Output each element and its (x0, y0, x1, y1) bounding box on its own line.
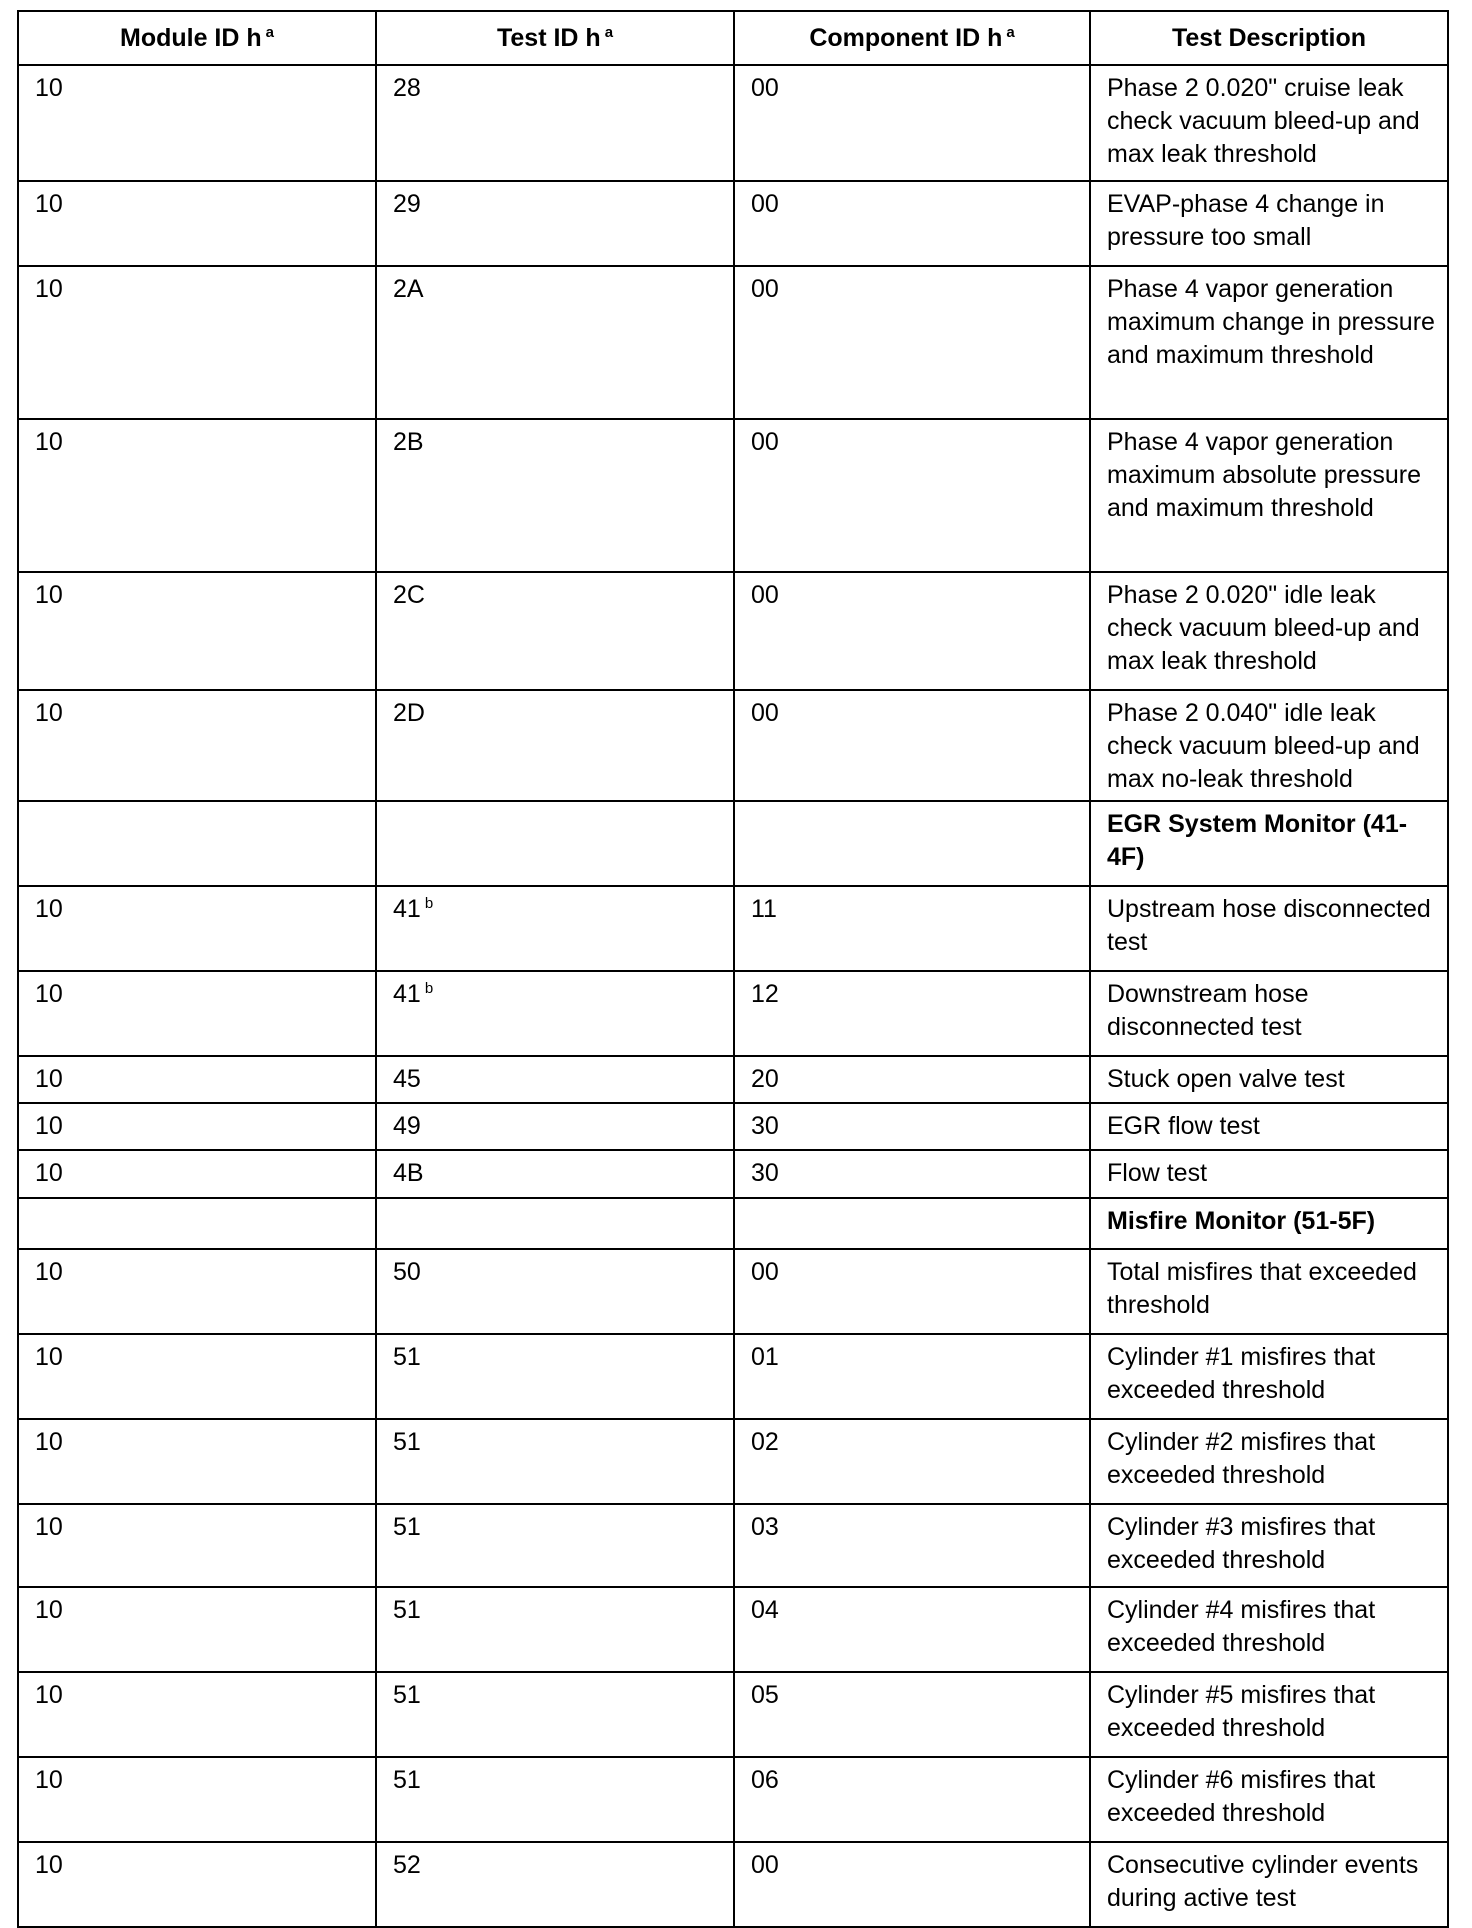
module-id-cell-text: 10 (35, 699, 63, 727)
component-id-cell-text: 04 (751, 1596, 779, 1624)
component-id-cell-text: 00 (751, 699, 779, 727)
table-row (18, 1504, 1448, 1587)
module-id-cell-text: 10 (35, 275, 63, 303)
test-description-cell-text: Phase 2 0.020" idle leak check vacuum bleed-up and max leak threshold (1107, 581, 1420, 675)
module-id-cell (18, 971, 376, 1056)
test-description-cell-text: Cylinder #1 misfires that exceeded threshold (1107, 1343, 1376, 1404)
component-id-cell (734, 971, 1090, 1056)
table-row (18, 886, 1448, 971)
table-row (18, 1672, 1448, 1757)
table-row (18, 1249, 1448, 1334)
header-test-description: Test Description (1090, 11, 1448, 65)
test-description-cell-text: Cylinder #3 misfires that exceeded threshold (1107, 1513, 1376, 1574)
section-row (18, 801, 1448, 886)
component-id-cell (734, 1842, 1090, 1927)
test-id-cell-text: 29 (393, 190, 421, 218)
module-id-cell (18, 1103, 376, 1150)
component-id-cell-text: 02 (751, 1428, 779, 1456)
component-id-cell-text: 05 (751, 1681, 779, 1709)
module-id-cell (18, 1587, 376, 1672)
section-title-cell-text: EGR System Monitor (41-4F) (1107, 810, 1408, 871)
table-row (18, 181, 1448, 266)
test-description-cell-text: Upstream hose disconnected test (1107, 895, 1431, 956)
test-description-cell-text: Stuck open valve test (1107, 1065, 1345, 1093)
module-id-cell-text: 10 (35, 1343, 63, 1371)
section-title-cell (1090, 801, 1448, 886)
test-id-cell-text: 51 (393, 1596, 421, 1624)
component-id-cell (734, 801, 1090, 886)
module-id-cell (18, 1672, 376, 1757)
table-row (18, 1587, 1448, 1672)
component-id-cell (734, 1334, 1090, 1419)
test-description-cell-text: Flow test (1107, 1159, 1208, 1187)
test-id-cell (376, 266, 734, 419)
test-id-cell (376, 1504, 734, 1587)
module-id-cell (18, 1419, 376, 1504)
test-id-cell (376, 971, 734, 1056)
test-description-cell-text: EVAP-phase 4 change in pressure too small (1107, 190, 1385, 251)
table-row (18, 1419, 1448, 1504)
component-id-cell (734, 1672, 1090, 1757)
header-test-id: Test ID h $^a$ (376, 11, 734, 65)
component-id-cell-text: 12 (751, 980, 779, 1008)
test-description-cell (1090, 690, 1448, 801)
test-description-cell (1090, 1757, 1448, 1842)
test-description-cell (1090, 1150, 1448, 1198)
test-id-cell (376, 801, 734, 886)
component-id-cell (734, 886, 1090, 971)
module-id-cell-text: 10 (35, 895, 63, 923)
test-id-cell-text: 52 (393, 1851, 421, 1879)
test-id-cell (376, 1103, 734, 1150)
component-id-cell (734, 1150, 1090, 1198)
module-id-cell-text: 10 (35, 1065, 63, 1093)
module-id-cell-text: 10 (35, 1513, 63, 1541)
test-id-cell (376, 1334, 734, 1419)
test-description-cell (1090, 1334, 1448, 1419)
module-id-cell-text: 10 (35, 1428, 63, 1456)
test-id-cell (376, 1419, 734, 1504)
module-id-cell (18, 1842, 376, 1927)
component-id-cell (734, 181, 1090, 266)
test-description-cell (1090, 1587, 1448, 1672)
component-id-cell-text: 00 (751, 581, 779, 609)
component-id-cell (734, 65, 1090, 181)
test-id-cell-text: 51 (393, 1343, 421, 1371)
module-id-cell-text: 10 (35, 74, 63, 102)
component-id-cell-text: 06 (751, 1766, 779, 1794)
module-id-cell-text: 10 (35, 1112, 63, 1140)
module-id-cell (18, 886, 376, 971)
test-description-cell-text: Consecutive cylinder events during active test (1107, 1851, 1419, 1912)
test-description-cell-text: Phase 2 0.040" idle leak check vacuum bleed-up and max no-leak threshold (1107, 699, 1420, 793)
module-id-cell (18, 1249, 376, 1334)
header-component-id: Component ID h $^a$ (734, 11, 1090, 65)
component-id-cell (734, 1504, 1090, 1587)
test-id-cell (376, 1198, 734, 1249)
table-row (18, 690, 1448, 801)
module-id-cell-text: 10 (35, 581, 63, 609)
section-row (18, 1198, 1448, 1249)
component-id-cell-text: 30 (751, 1159, 779, 1187)
component-id-cell (734, 690, 1090, 801)
table-row (18, 572, 1448, 690)
module-id-cell (18, 572, 376, 690)
module-id-cell (18, 1198, 376, 1249)
test-description-cell (1090, 1103, 1448, 1150)
test-id-cell-text: 51 (393, 1428, 421, 1456)
module-id-cell-text: 10 (35, 1596, 63, 1624)
test-id-cell-text: 41 (393, 895, 421, 923)
section-title-cell (1090, 1198, 1448, 1249)
test-description-cell-text: Total misfires that exceeded threshold (1107, 1258, 1417, 1319)
table-row (18, 1150, 1448, 1198)
module-id-cell (18, 65, 376, 181)
test-id-cell-text: 49 (393, 1112, 421, 1140)
table-header-row (18, 11, 1448, 65)
test-description-cell (1090, 181, 1448, 266)
test-id-cell-text: 51 (393, 1766, 421, 1794)
test-id-cell (376, 1056, 734, 1103)
component-id-cell (734, 1419, 1090, 1504)
test-id-cell (376, 1842, 734, 1927)
test-description-cell (1090, 1842, 1448, 1927)
component-id-cell (734, 1103, 1090, 1150)
header-module-id: Module ID h $^a$ (18, 11, 376, 65)
table-row (18, 1103, 1448, 1150)
component-id-cell (734, 1056, 1090, 1103)
test-description-cell (1090, 65, 1448, 181)
module-id-cell-text: 10 (35, 1681, 63, 1709)
test-id-cell (376, 419, 734, 572)
test-description-cell-text: Phase 2 0.020" cruise leak check vacuum bleed-up and max leak threshold (1107, 74, 1420, 168)
component-id-cell-text: 20 (751, 1065, 779, 1093)
module-id-cell (18, 266, 376, 419)
component-id-cell (734, 266, 1090, 419)
module-id-cell (18, 1150, 376, 1198)
test-id-cell (376, 572, 734, 690)
test-description-cell-text: Cylinder #4 misfires that exceeded threshold (1107, 1596, 1376, 1657)
test-description-cell-text: Cylinder #2 misfires that exceeded threshold (1107, 1428, 1376, 1489)
test-description-cell-text: Cylinder #6 misfires that exceeded threshold (1107, 1766, 1376, 1827)
module-id-cell (18, 181, 376, 266)
component-id-cell (734, 572, 1090, 690)
test-id-cell (376, 1672, 734, 1757)
component-id-cell-text: 00 (751, 275, 779, 303)
module-id-cell (18, 1056, 376, 1103)
component-id-cell-text: 03 (751, 1513, 779, 1541)
table-row (18, 1334, 1448, 1419)
test-id-cell (376, 690, 734, 801)
test-description-cell-text: Phase 4 vapor generation maximum absolute pressure and maximum threshold (1107, 428, 1422, 522)
test-description-cell (1090, 572, 1448, 690)
test-id-cell-text: 2B (393, 428, 424, 456)
table-row (18, 1056, 1448, 1103)
table-row (18, 419, 1448, 572)
footnote-marker: b (424, 980, 434, 997)
test-description-cell-text: Downstream hose disconnected test (1107, 980, 1309, 1041)
test-id-cell (376, 181, 734, 266)
module-id-cell (18, 1757, 376, 1842)
test-id-cell-text: 51 (393, 1513, 421, 1541)
table-row (18, 1842, 1448, 1927)
test-id-cell (376, 65, 734, 181)
test-description-cell (1090, 971, 1448, 1056)
table-body (18, 65, 1448, 1927)
test-description-cell (1090, 1249, 1448, 1334)
component-id-cell-text: 11 (751, 895, 777, 923)
component-id-cell-text: 01 (751, 1343, 779, 1371)
test-id-table (17, 10, 1449, 1928)
test-id-cell (376, 1249, 734, 1334)
component-id-cell (734, 1757, 1090, 1842)
table-row (18, 1757, 1448, 1842)
section-title-cell-text: Misfire Monitor (51-5F) (1107, 1207, 1376, 1235)
table-row (18, 971, 1448, 1056)
test-description-cell (1090, 886, 1448, 971)
component-id-cell (734, 1249, 1090, 1334)
module-id-cell-text: 10 (35, 1766, 63, 1794)
test-description-cell (1090, 1419, 1448, 1504)
test-id-cell (376, 1587, 734, 1672)
test-description-cell-text: Cylinder #5 misfires that exceeded threshold (1107, 1681, 1376, 1742)
footnote-marker: b (424, 895, 434, 912)
component-id-cell-text: 00 (751, 1258, 779, 1286)
test-id-cell-text: 51 (393, 1681, 421, 1709)
test-id-cell-text: 2D (393, 699, 425, 727)
test-description-cell-text: Phase 4 vapor generation maximum change in pressure and maximum threshold (1107, 275, 1435, 369)
module-id-cell-text: 10 (35, 1258, 63, 1286)
test-description-cell (1090, 1056, 1448, 1103)
component-id-cell-text: 00 (751, 1851, 779, 1879)
test-description-cell (1090, 419, 1448, 572)
test-id-cell (376, 1757, 734, 1842)
module-id-cell-text: 10 (35, 428, 63, 456)
test-id-cell-text: 2C (393, 581, 425, 609)
test-id-cell-text: 2A (393, 275, 424, 303)
test-description-cell-text: EGR flow test (1107, 1112, 1260, 1140)
module-id-cell-text: 10 (35, 980, 63, 1008)
module-id-cell (18, 801, 376, 886)
component-id-cell-text: 00 (751, 190, 779, 218)
test-id-cell-text: 28 (393, 74, 421, 102)
component-id-cell (734, 419, 1090, 572)
table-row (18, 266, 1448, 419)
module-id-cell-text: 10 (35, 1159, 63, 1187)
component-id-cell (734, 1198, 1090, 1249)
table-row (18, 65, 1448, 181)
component-id-cell (734, 1587, 1090, 1672)
test-id-cell (376, 886, 734, 971)
component-id-cell-text: 00 (751, 74, 779, 102)
module-id-cell (18, 1334, 376, 1419)
test-id-cell-text: 45 (393, 1065, 421, 1093)
test-description-cell (1090, 266, 1448, 419)
module-id-cell-text: 10 (35, 1851, 63, 1879)
test-description-cell (1090, 1504, 1448, 1587)
component-id-cell-text: 00 (751, 428, 779, 456)
module-id-cell (18, 1504, 376, 1587)
test-id-cell-text: 41 (393, 980, 421, 1008)
test-id-cell (376, 1150, 734, 1198)
test-id-cell-text: 4B (393, 1159, 424, 1187)
module-id-cell-text: 10 (35, 190, 63, 218)
component-id-cell-text: 30 (751, 1112, 779, 1140)
module-id-cell (18, 419, 376, 572)
module-id-cell (18, 690, 376, 801)
test-id-cell-text: 50 (393, 1258, 421, 1286)
test-description-cell (1090, 1672, 1448, 1757)
